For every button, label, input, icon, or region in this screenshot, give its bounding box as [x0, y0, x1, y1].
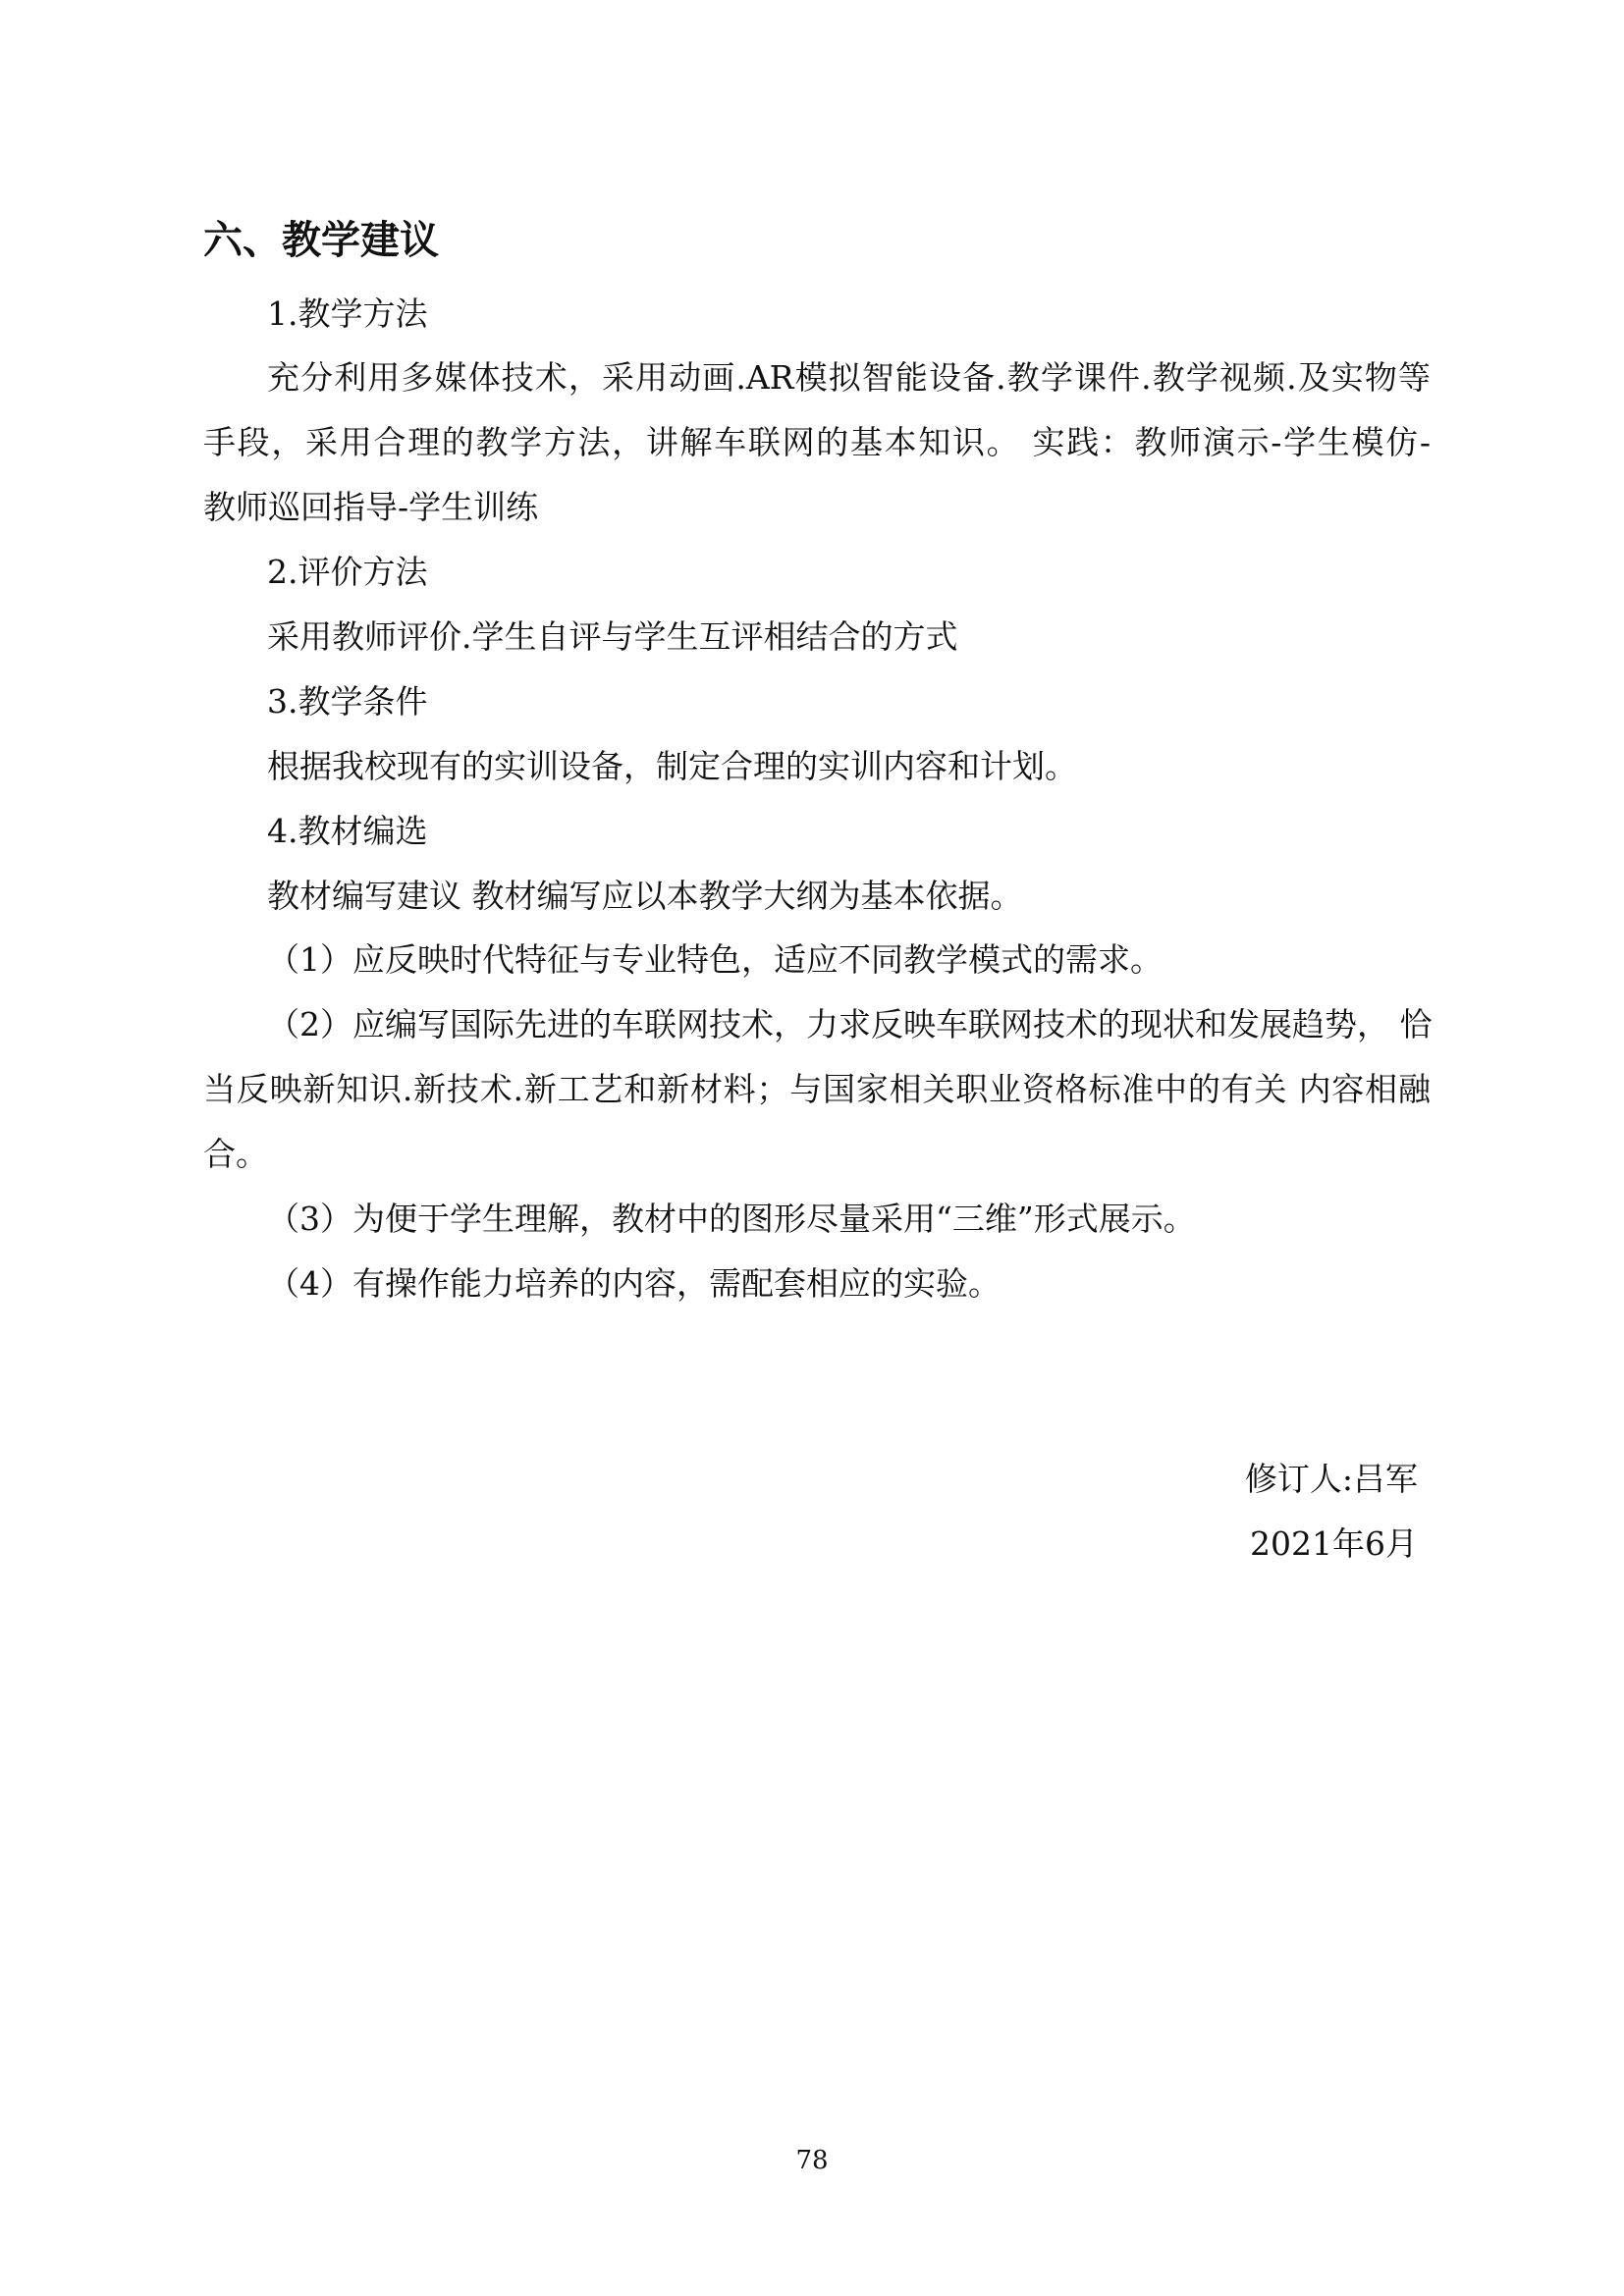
materials-item-2-line-2: 当反映新知识.新技术.新工艺和新材料；与国家相关职业资格标准中的有关 内容相融	[203, 1070, 1431, 1108]
subsection-heading-teaching-methods: 1.教学方法	[267, 294, 428, 333]
materials-item-2-line-3: 合。	[203, 1135, 268, 1173]
subsection-heading-materials: 4.教材编选	[267, 812, 428, 850]
page-number: 78	[795, 2146, 829, 2175]
revision-date: 2021年6月	[1250, 1524, 1418, 1563]
materials-intro: 教材编写建议 教材编写应以本教学大纲为基本依据。	[267, 877, 1023, 915]
materials-item-4: （4）有操作能力培养的内容，需配套相应的实验。	[267, 1264, 1001, 1303]
materials-item-3: （3）为便于学生理解，教材中的图形尽量采用“三维”形式展示。	[267, 1200, 1196, 1238]
subsection-heading-conditions: 3.教学条件	[267, 682, 428, 721]
teaching-methods-line-1: 充分利用多媒体技术，采用动画.AR模拟智能设备.教学课件.教学视频.及实物等	[267, 358, 1431, 397]
section-title: 六、教学建议	[203, 218, 439, 263]
materials-item-2-line-1: （2）应编写国际先进的车联网技术，力求反映车联网技术的现状和发展趋势， 恰	[267, 1005, 1433, 1043]
materials-item-1: （1）应反映时代特征与专业特色，适应不同教学模式的需求。	[267, 940, 1163, 979]
subsection-heading-evaluation: 2.评价方法	[267, 553, 428, 591]
teaching-methods-line-2: 手段，采用合理的教学方法，讲解车联网的基本知识。 实践：教师演示-学生模仿-	[203, 423, 1431, 461]
conditions-text: 根据我校现有的实训设备，制定合理的实训内容和计划。	[267, 747, 1077, 785]
teaching-methods-line-3: 教师巡回指导-学生训练	[203, 488, 539, 526]
reviser-name: 修订人:吕军	[1244, 1460, 1418, 1498]
evaluation-text: 采用教师评价.学生自评与学生互评相结合的方式	[267, 617, 958, 656]
